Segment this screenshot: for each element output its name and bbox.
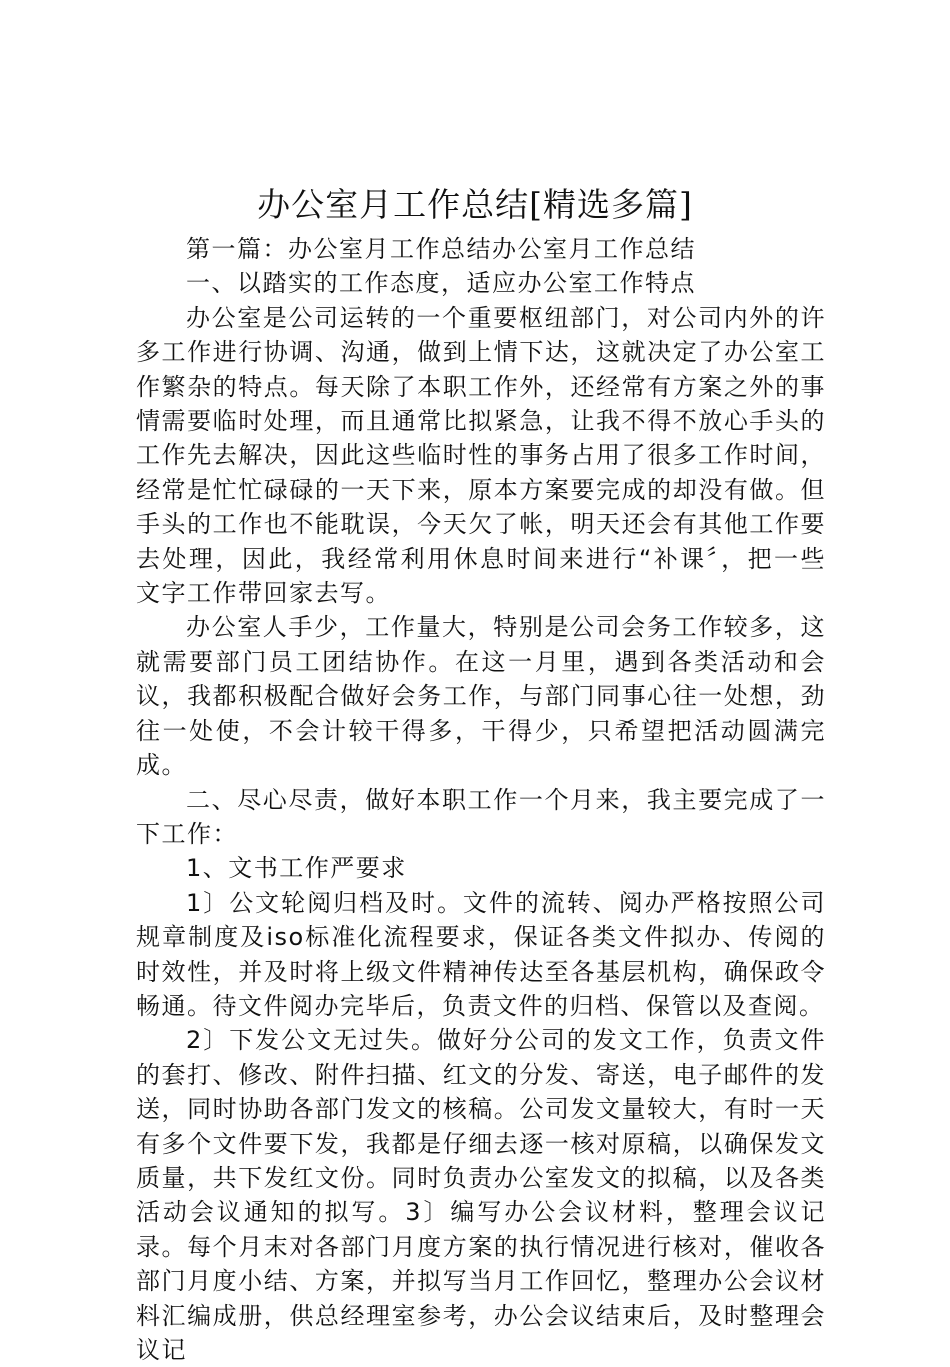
paragraph-item-heading: 1、文书工作严要求 <box>186 854 407 883</box>
paragraph-body: 办公室人手少，工作量大，特别是公司会务工作较多，这就需要部门员工团结协作。在这一月里，遇到各类活动和会议，我都积极配合做好会务工作，与部门同事心往一处想，劲往一处使，不会计较干得多，干得少，只希望把活动圆满完成。 <box>136 613 826 780</box>
paragraph-section-heading: 第一篇：办公室月工作总结办公室月工作总结 <box>186 235 696 263</box>
document-body <box>136 232 826 1367</box>
document-title: 办公室月工作总结[精选多篇] <box>257 185 693 224</box>
paragraph-subheading-two: 二、尽心尽责，做好本职工作一个月来，我主要完成了一下工作： <box>136 785 826 848</box>
paragraph-body: 办公室是公司运转的一个重要枢纽部门，对公司内外的许多工作进行协调、沟通，做到上情下达，这就决定了办公室工作繁杂的特点。每天除了本职工作外，还经常有方案之外的事情需要临时处理，而且通常比拟紧急，让我不得不放心手头的工作先去解决，因此这些临时性的事务占用了很多工作时间，经常是忙忙碌碌的一天下来，原本方案要完成的却没有做。但手头的工作也不能耽误，今天欠了帐，明天还会有其他工作要去处理，因此，我经常利用休息时间来进行“补课〞，把一些文字工作带回家去写。 <box>136 303 826 608</box>
paragraph-body: 2〕下发公文无过失。做好分公司的发文工作，负责文件的套打、修改、附件扫描、红文的分发、寄送，电子邮件的发送，同时协助各部门发文的核稿。公司发文量较大，有时一天有多个文件要下发，我都是仔细去逐一核对原稿，以确保发文质量，共下发红文份。同时负责办公室发文的拟稿，以及各类活动会议通知的拟写。3〕编写办公会议材料，整理会议记录。每个月末对各部门月度方案的执行情况进行核对，催收各部门月度小结、方案，并拟写当月工作回忆，整理办公会议材料汇编成册，供总经理室参考，办公会议结束后，及时整理会议记 <box>136 1026 826 1364</box>
paragraph-body: 1〕公文轮阅归档及时。文件的流转、阅办严格按照公司规章制度及iso标准化流程要求，保证各类文件拟办、传阅的时效性，并及时将上级文件精神传达至各基层机构，确保政令畅通。待文件阅办完毕后，负责文件的归档、保管以及查阅。 <box>136 888 826 1020</box>
paragraph-subheading-one: 一、以踏实的工作态度，适应办公室工作特点 <box>186 269 696 298</box>
